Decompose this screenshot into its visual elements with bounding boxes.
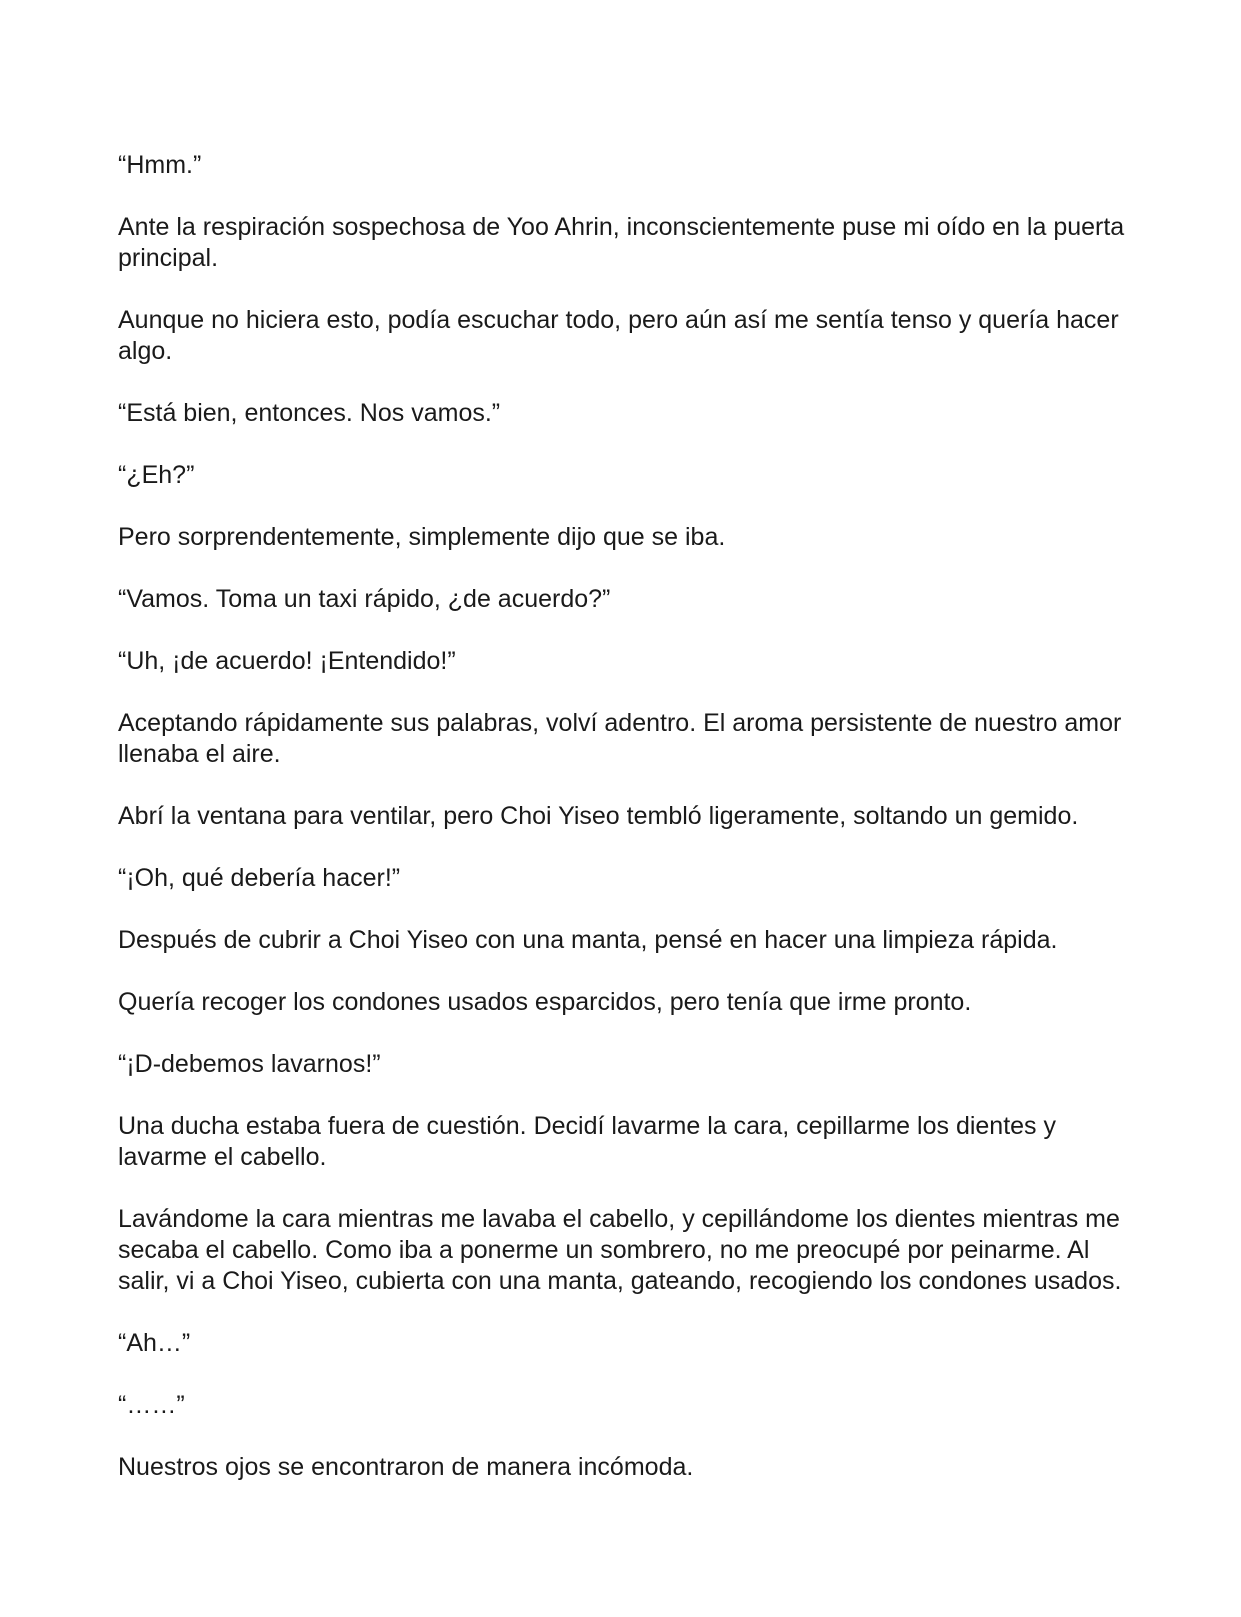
- paragraph: Nuestros ojos se encontraron de manera incómoda.: [118, 1453, 694, 1481]
- paragraph: Aunque no hiciera esto, podía escuchar todo, pero aún así me sentía tenso y quería hacer algo.: [118, 306, 1119, 365]
- paragraph: “Está bien, entonces. Nos vamos.”: [118, 399, 501, 427]
- paragraph: Ante la respiración sospechosa de Yoo Ahrin, inconscientemente puse mi oído en la puerta principal.: [118, 213, 1125, 272]
- paragraph: “Uh, ¡de acuerdo! ¡Entendido!”: [118, 647, 456, 675]
- paragraph: Quería recoger los condones usados esparcidos, pero tenía que irme pronto.: [118, 988, 972, 1016]
- paragraph: Aceptando rápidamente sus palabras, volví adentro. El aroma persistente de nuestro amor llenaba el aire.: [118, 709, 1122, 768]
- paragraph: Una ducha estaba fuera de cuestión. Decidí lavarme la cara, cepillarme los dientes y lavarme el cabello.: [118, 1112, 1057, 1171]
- paragraph: “¿Eh?”: [118, 461, 195, 489]
- paragraph: Abrí la ventana para ventilar, pero Choi Yiseo tembló ligeramente, soltando un gemido.: [118, 802, 1079, 830]
- paragraph: “……”: [118, 1391, 185, 1419]
- paragraph: “Vamos. Toma un taxi rápido, ¿de acuerdo?”: [118, 585, 611, 613]
- document-body: [118, 150, 1128, 1514]
- paragraph: “Hmm.”: [118, 151, 202, 179]
- paragraph: Lavándome la cara mientras me lavaba el cabello, y cepillándome los dientes mientras me secaba el cabello. Como iba a ponerme un sombrero, no me preocupé por peinarme. Al salir, vi a Choi Yiseo, cubierta con una manta, gateando, recogiendo los condones usados.: [118, 1205, 1122, 1295]
- paragraph: “Ah…”: [118, 1329, 191, 1357]
- paragraph: “¡D-debemos lavarnos!”: [118, 1050, 381, 1078]
- paragraph: Después de cubrir a Choi Yiseo con una manta, pensé en hacer una limpieza rápida.: [118, 926, 1058, 954]
- paragraph: Pero sorprendentemente, simplemente dijo que se iba.: [118, 523, 726, 551]
- paragraph: “¡Oh, qué debería hacer!”: [118, 864, 401, 892]
